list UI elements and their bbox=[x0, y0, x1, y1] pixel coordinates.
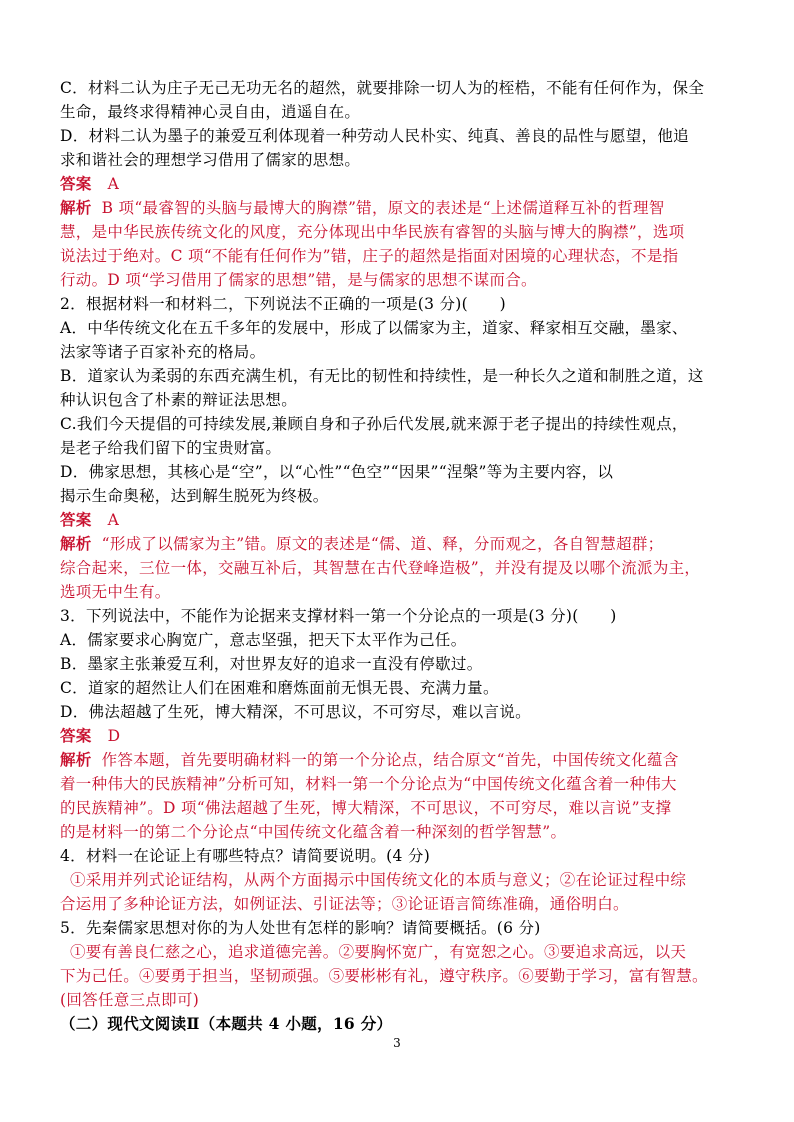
analysis-label: 解析 bbox=[60, 751, 92, 769]
answer-label: 答案 bbox=[60, 727, 92, 745]
q2-answer bbox=[60, 508, 740, 532]
q3-option-b: B．墨家主张兼爱互利，对世界友好的追求一直没有停歇过。 bbox=[60, 655, 483, 673]
q3-option-c: C．道家的超然让人们在困难和磨炼面前无惧无畏、充满力量。 bbox=[60, 679, 499, 697]
section-title: （二）现代文阅读Ⅱ（本题共 4 小题，16 分） bbox=[60, 1014, 393, 1033]
q5-answer-line3: (回答任意三点即可) bbox=[60, 991, 200, 1009]
q1-analysis-line2: 慧，是中华民族传统文化的风度，充分体现出中华民族有睿智的头脑与博大的胸襟”，选项 bbox=[60, 223, 685, 241]
q1-option-d-line1: D．材料二认为墨子的兼爱互利体现着一种劳动人民朴实、纯真、善良的品性与愿望，他追 bbox=[60, 127, 689, 145]
q5-answer-line2: 下为己任。④要勇于担当，坚韧顽强。⑤要彬彬有礼，遵守秩序。⑥要勤于学习，富有智慧。 bbox=[60, 967, 708, 985]
q4-stem: 4．材料一在论证上有哪些特点？请简要说明。(4 分) bbox=[60, 847, 431, 865]
q3-answer bbox=[60, 724, 740, 748]
q3-analysis-line2: 着一种伟大的民族精神”分析可知，材料一第一个分论点为“中国传统文化蕴含着一种伟大 bbox=[60, 775, 677, 793]
q2-option-d-line2: 揭示生命奥秘，达到解生脱死为终极。 bbox=[60, 487, 329, 505]
q2-analysis-line3: 选项无中生有。 bbox=[60, 583, 171, 601]
q5-stem: 5．先秦儒家思想对你的为人处世有怎样的影响？请简要概括。(6 分) bbox=[60, 919, 541, 937]
analysis-label: 解析 bbox=[60, 535, 92, 553]
q3-option-a: A．儒家要求心胸宽广，意志坚强，把天下太平作为己任。 bbox=[60, 631, 467, 649]
answer-value: A bbox=[107, 511, 120, 529]
q5-answer-line1: ①要有善良仁慈之心，追求道德完善。②要胸怀宽广，有宽恕之心。③要追求高远，以天 bbox=[70, 943, 687, 961]
q1-option-d-line2: 求和谐社会的理想学习借用了儒家的思想。 bbox=[60, 151, 361, 169]
q2-option-d-line1: D．佛家思想，其核心是“空”，以“心性”“色空”“因果”“涅槃”等为主要内容，以 bbox=[60, 463, 614, 481]
q2-analysis-line1 bbox=[60, 532, 740, 556]
answer-label: 答案 bbox=[60, 175, 92, 193]
answer-value: A bbox=[107, 175, 120, 193]
q2-option-a-line1: A．中华传统文化在五千多年的发展中，形成了以儒家为主，道家、释家相互交融，墨家、 bbox=[60, 319, 688, 337]
q3-stem: 3．下列说法中，不能作为论据来支撑材料一第一个分论点的一项是(3 分)( ) bbox=[60, 607, 617, 625]
q1-option-c-line2: 生命，最终求得精神心灵自由，逍遥自在。 bbox=[60, 103, 361, 121]
answer-label: 答案 bbox=[60, 511, 92, 529]
q4-answer-line2: 合运用了多种论证方法，如例证法、引证法等；③论证语言简练准确，通俗明白。 bbox=[60, 895, 629, 913]
q1-analysis-line3: 说法过于绝对。C 项“不能有任何作为”错，庄子的超然是指面对困境的心理状态，不是指 bbox=[60, 247, 679, 265]
q2-option-c-line1: C.我们今天提倡的可持续发展,兼顾自身和子孙后代发展,就来源于老子提出的持续性观点， bbox=[60, 415, 688, 433]
analysis-text: “形成了以儒家为主”错。原文的表述是“儒、道、释，分而观之，各自智慧超群； bbox=[101, 535, 664, 553]
q1-option-c-line1: C．材料二认为庄子无己无功无名的超然，就要排除一切人为的桎梏，不能有任何作为，保全 bbox=[60, 79, 705, 97]
q2-option-b-line1: B．道家认为柔弱的东西充满生机，有无比的韧性和持续性，是一种长久之道和制胜之道，这 bbox=[60, 367, 704, 385]
answer-value: D bbox=[107, 727, 121, 745]
page-number: 3 bbox=[393, 1036, 401, 1050]
q3-analysis-line3: 的民族精神”。D 项“佛法超越了生死，博大精深，不可思议，不可穷尽，难以言说”支撑 bbox=[60, 799, 672, 817]
analysis-label: 解析 bbox=[60, 199, 92, 217]
analysis-text: 作答本题，首先要明确材料一的第一个分论点，结合原文“首先，中国传统文化蕴含 bbox=[101, 751, 679, 769]
q4-answer-line1: ①采用并列式论证结构，从两个方面揭示中国传统文化的本质与意义；②在论证过程中综 bbox=[70, 871, 687, 889]
q1-analysis-line1 bbox=[60, 196, 740, 220]
q1-answer bbox=[60, 172, 740, 196]
q2-option-b-line2: 种认识包含了朴素的辩证法思想。 bbox=[60, 391, 298, 409]
q3-option-d: D．佛法超越了生死，博大精深，不可思议，不可穷尽，难以言说。 bbox=[60, 703, 531, 721]
q2-analysis-line2: 综合起来，三位一体，交融互补后，其智慧在古代登峰造极”，并没有提及以哪个流派为主， bbox=[60, 559, 701, 577]
q3-analysis-line4: 的是材料一的第二个分论点“中国传统文化蕴含着一种深刻的哲学智慧”。 bbox=[60, 823, 567, 841]
q2-option-c-line2: 是老子给我们留下的宝贵财富。 bbox=[60, 439, 282, 457]
q2-stem: 2．根据材料一和材料二，下列说法不正确的一项是(3 分)( ) bbox=[60, 295, 506, 313]
analysis-text: B 项“最睿智的头脑与最博大的胸襟”错，原文的表述是“上述儒道释互补的哲理智 bbox=[101, 199, 665, 217]
q1-analysis-line4: 行动。D 项“学习借用了儒家的思想”错，是与儒家的思想不谋而合。 bbox=[60, 271, 537, 289]
q2-option-a-line2: 法家等诸子百家补充的格局。 bbox=[60, 343, 266, 361]
document-page bbox=[60, 76, 740, 1036]
q3-analysis-line1 bbox=[60, 748, 740, 772]
